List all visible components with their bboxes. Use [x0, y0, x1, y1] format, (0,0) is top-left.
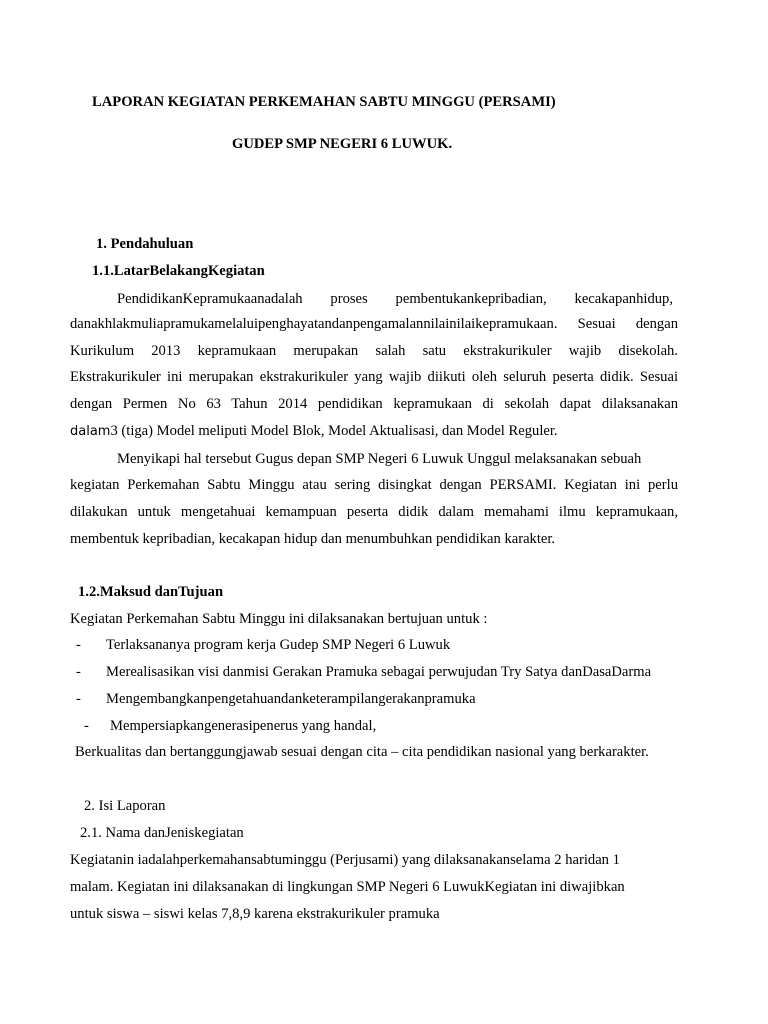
- paragraph-line: Berkualitas dan bertanggungjawab sesuai dengan cita – cita pendidikan nasional yang berkarakter.: [75, 744, 649, 760]
- paragraph-line: kegiatan Perkemahan Sabtu Minggu atau sering disingkat dengan PERSAMI. Kegiatan ini perlu: [70, 477, 678, 493]
- paragraph-line: PendidikanKepramukaanadalah proses pembentukankepribadian, kecakapanhidup,: [117, 291, 673, 307]
- paragraph-line: malam. Kegiatan ini dilaksanakan di lingkungan SMP Negeri 6 LuwukKegiatan ini diwajibkan: [70, 879, 625, 895]
- paragraph-line: Kegiatan Perkemahan Sabtu Minggu ini dilaksanakan bertujuan untuk :: [70, 611, 488, 627]
- paragraph-line: Ekstrakurikuler ini merupakan ekstrakurikuler yang wajib diikuti oleh seluruh peserta didik. Sesuai: [70, 369, 678, 385]
- paragraph-line: danakhlakmuliapramukamelaluipenghayatandanpengamalannilainilaikepramukaan. Sesuai dengan: [70, 316, 678, 332]
- list-item: Mengembangkanpengetahuandanketerampilangerakanpramuka: [106, 691, 476, 707]
- bullet-dash: -: [76, 637, 81, 653]
- paragraph-line: [70, 423, 558, 440]
- paragraph-line: dengan Permen No 63 Tahun 2014 pendidikan kepramukaan di sekolah dapat dilaksanakan: [70, 396, 678, 412]
- list-item: Merealisasikan visi danmisi Gerakan Pramuka sebagai perwujudan Try Satya danDasaDarma: [106, 664, 652, 680]
- paragraph-line: Menyikapi hal tersebut Gugus depan SMP Negeri 6 Luwuk Unggul melaksanakan sebuah: [117, 451, 642, 467]
- inline-text: 3 (tiga) Model meliputi Model Blok, Model Aktualisasi, dan Model Reguler.: [110, 423, 558, 439]
- report-title: LAPORAN KEGIATAN PERKEMAHAN SABTU MINGGU (PERSAMI): [92, 94, 556, 110]
- bullet-dash: -: [76, 691, 81, 707]
- paragraph-line: untuk siswa – siswi kelas 7,8,9 karena ekstrakurikuler pramuka: [70, 906, 440, 922]
- paragraph-line: membentuk kepribadian, kecakapan hidup dan menumbuhkan pendidikan karakter.: [70, 531, 556, 547]
- list-item: Terlaksananya program kerja Gudep SMP Negeri 6 Luwuk: [106, 637, 451, 653]
- inline-word: dalam: [70, 424, 111, 439]
- section-1-heading: 1. Pendahuluan: [96, 236, 194, 252]
- paragraph-line: dilakukan untuk mengetahuai kemampuan peserta didik dalam memahami ilmu kepramukaan,: [70, 504, 678, 520]
- section-1-2-heading: 1.2.Maksud danTujuan: [78, 584, 224, 600]
- list-item: Mempersiapkangenerasipenerus yang handal,: [110, 718, 377, 734]
- section-2-heading: 2. Isi Laporan: [84, 798, 166, 814]
- section-2-1-heading: 2.1. Nama danJeniskegiatan: [80, 825, 244, 841]
- report-subtitle: GUDEP SMP NEGERI 6 LUWUK.: [232, 136, 453, 152]
- paragraph-line: Kurikulum 2013 kepramukaan merupakan salah satu ekstrakurikuler wajib disekolah.: [70, 343, 678, 359]
- paragraph-line: Kegiatanin iadalahperkemahansabtuminggu (Perjusami) yang dilaksanakanselama 2 haridan 1: [70, 852, 620, 868]
- bullet-dash: -: [76, 664, 81, 680]
- section-1-1-heading: 1.1.LatarBelakangKegiatan: [92, 263, 265, 279]
- bullet-dash: -: [84, 718, 89, 734]
